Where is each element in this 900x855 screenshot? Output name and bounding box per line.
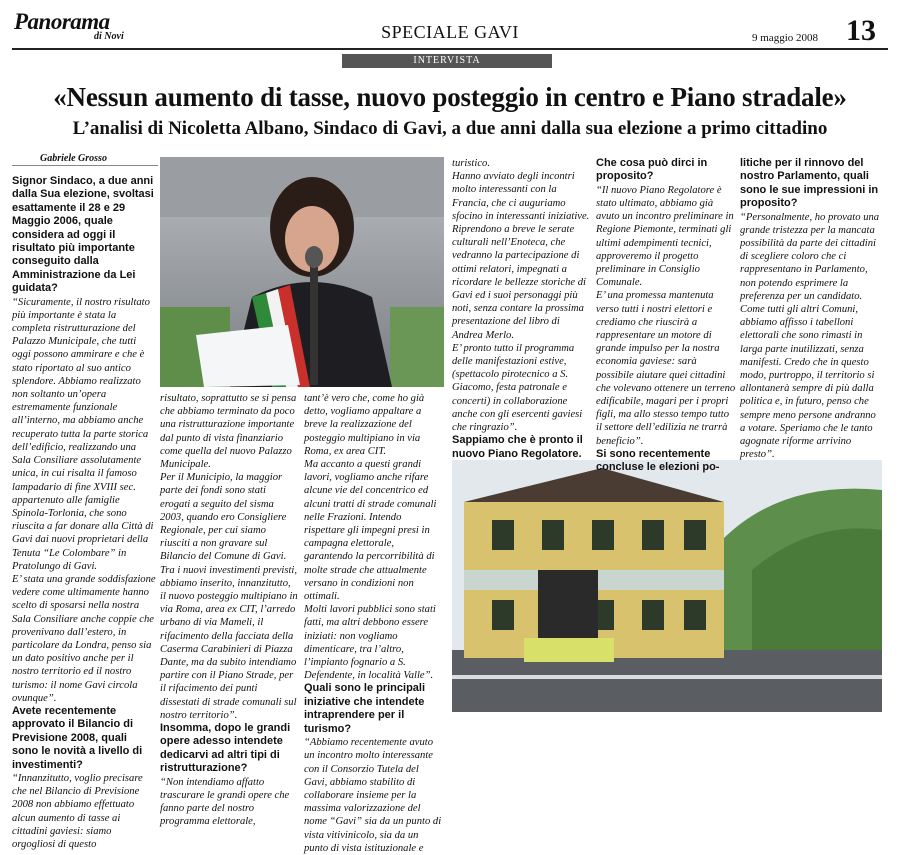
author-byline: Gabriele Grosso bbox=[40, 153, 107, 164]
header-rule bbox=[12, 48, 888, 50]
interview-answer: tant’è vero che, come ho già detto, vogliamo appaltare a breve la realizzazione del posteggio multipiano in via Roma, ex area CIT. bbox=[304, 393, 425, 457]
photo-municipal-building bbox=[452, 460, 882, 712]
interview-answer: E’ una promessa mantenuta verso tutti i nostri elettori e crediamo che riuscirà a rappresentare un motore di grande impulso per la nostra economia gaviese: sarà possibile aiutare quei cittadini che volevano ottenere un terreno edificabile, magari per i propri figli, ma allo stesso tempo tutto il settore dell’edilizia ne trarrà beneficio”. bbox=[596, 290, 736, 447]
interview-answer: E’ pronto tutto il programma delle manifestazioni estive, (spettacolo pirotecnico a S. Giacomo, festa patronale e concerti) in collaborazione anche con gli esercenti gaviesi che ringrazio”. bbox=[452, 342, 583, 434]
interview-question: Che cosa può dirci in proposito? bbox=[596, 157, 708, 183]
interview-answer: Ma accanto a questi grandi lavori, vogliamo anche rifare alcune vie del concentrico ed alcuni tratti di strade comunali nelle Frazioni. Intendo rispettare gli impegni presi in campagna elettorale, garantendo la percorribilità di molte strade che attualmente versano in condizioni non ottimali. bbox=[304, 459, 437, 603]
interview-question: Sappiamo che è pronto il nuovo Piano Regolatore. bbox=[452, 434, 583, 460]
section-title: SPECIALE GAVI bbox=[381, 22, 519, 42]
interview-answer: Molti lavori pubblici sono stati fatti, ma altri debbono essere iniziati: non vogliamo dimenticare, tra l’altro, l’impianto fognario a S. Defendente, in località Valle”. bbox=[304, 604, 436, 682]
interview-answer: “Sicuramente, il nostro risultato più importante è stata la completa ristrutturazione del Palazzo Municipale, che tutti oggi possono ammirare e che è stato riportato al suo antico splendore. Abbiamo realizzato non soltanto un’opera estremamente funzionale all’interno, ma abbiamo anche recuperato tutta la parte storica dell’edificio, realizzando una Sala Consiliare assolutamente unica, in cui risalta il famoso lampadario di fine XVIII sec. appartenuto alle famiglie Spinola-Torlonia, che sono riuscita a far donare alla Città di Gavi dai nuovi proprietari della Tenuta “Le Colombare” in Pratolungo di Gavi. bbox=[12, 296, 154, 572]
issue-date: 9 maggio 2008 bbox=[752, 32, 818, 44]
interview-answer: “Abbiamo recentemente avuto un incontro molto interessante con il Consorzio Tutela del Gavi, abbiamo stabilito di collaborare insieme per la massima valorizzazione del nome “Gavi” sia da un punto di vista vitivinicolo, sia da un punto di vista istituzionale e bbox=[304, 737, 442, 854]
headline: «Nessun aumento di tasse, nuovo posteggio in centro e Piano stradale» bbox=[53, 82, 847, 112]
interview-answer: Hanno avviato degli incontri molto interessanti con la Francia, che ci auguriamo sfocino in interessanti iniziative. bbox=[452, 171, 590, 222]
interview-answer: “Il nuovo Piano Regolatore è stato ultimato, abbiamo già avuto un incontro preliminare in Regione Piemonte, terminati gli ultimi adempimenti tecnici, approveremo il progetto preliminare in Consiglio Comunale. bbox=[596, 184, 734, 289]
article-column-2 bbox=[160, 392, 298, 829]
interview-answer: risultato, soprattutto se si pensa che abbiamo terminato da poco una ristrutturazione importante dal punto di vista finanziario come quella del nuovo Palazzo Municipale. bbox=[160, 393, 297, 471]
interview-answer: Riprendono a breve le serate culturali nell’Enoteca, che vedranno la partecipazione di ottimi relatori, impegnati a ricordare le bellezze storiche di Gavi ed i suoi personaggi più noti, senza contare la prossima presentazione del libro di Andrea Merlo. bbox=[452, 224, 586, 341]
article-column-4 bbox=[452, 157, 592, 461]
interview-answer: “Personalmente, ho provato una grande tristezza per la mancata possibilità da parte dei cittadini di scegliere coloro che ci rappresentano in Parlamento, non potendo esprimere la preferenza per un candidato. Come tutti gli altri Comuni, abbiamo affisso i tabelloni elettorali che sono rimasti in larga parte inutilizzati, senza manifesti. Credo che in questo modo, purtroppo, il territorio si allontanerà sempre di più dalla politica e, in futuro, penso che sempre meno persone andranno a votare. Speriamo che le tanto agognate riforme arrivino presto”. bbox=[740, 211, 880, 461]
page-number: 13 bbox=[846, 14, 876, 47]
article-column-3 bbox=[304, 392, 444, 855]
photo-mayor-speaking bbox=[160, 157, 444, 387]
section-tag: INTERVISTA bbox=[342, 54, 552, 68]
interview-question: Si sono recentemente concluse le elezioni po- bbox=[596, 447, 720, 474]
newspaper-logo: Panorama bbox=[14, 9, 110, 34]
byline-rule bbox=[12, 165, 158, 166]
interview-answer: Tra i nuovi investimenti previsti, abbiamo inserito, innanzitutto, il nuovo posteggio multipiano in via Roma, area ex CIT, l’arredo urbano di via Mameli, il rifacimento della facciata della Caserma Carabinieri di Piazza Dante, ma da subito intendiamo partire con il Piano Strade, per il rifacimento dei punti dissestati di strade comunali sul nostro territorio”. bbox=[160, 564, 298, 721]
subheadline: L’analisi di Nicoletta Albano, Sindaco di Gavi, a due anni dalla sua elezione a primo cittadino bbox=[72, 118, 828, 139]
interview-answer: E’ stata una grande soddisfazione vedere come ultimamente hanno scelto di sposarsi nella nostra Sala Consiliare anche coppie che provenivano dall’estero, in particolare da Londra, penso sia un dato positivo anche per il nostro territorio ed il nostro turismo: il nome Gavi circola ovunque”. bbox=[12, 573, 156, 704]
interview-answer: “Non intendiamo affatto trascurare le grandi opere che fanno parte del nostro programma elettorale, bbox=[160, 776, 290, 828]
interview-answer: “Innanzitutto, voglio precisare che nel Bilancio di Previsione 2008 non abbiamo effettuato alcun aumento di tasse ai cittadini gaviesi: siamo orgogliosi di questo bbox=[12, 772, 143, 850]
interview-question: Signor Sindaco, a due anni dalla Sua elezione, svoltasi esattamente il 28 e 29 Maggio 2006, quale considera ad oggi il risultato più importante conseguito dalla Amministrazione da Lei guidata? bbox=[12, 175, 154, 295]
interview-question: Avete recentemente approvato il Bilancio di Previsione 2008, quali sono le novità a livello di investimenti? bbox=[12, 704, 143, 771]
interview-question: Insomma, dopo le grandi opere adesso intendete dedicarvi ad altri tipi di ristrutturazione? bbox=[160, 722, 291, 775]
article-column-1 bbox=[12, 175, 156, 851]
interview-question: litiche per il rinnovo del nostro Parlamento, quali sono le sue impressioni in proposito? bbox=[740, 157, 879, 210]
interview-answer: Per il Municipio, la maggior parte dei fondi sono stati erogati a seguito del sisma 2003, quando ero Consigliere Regionale, per cui siamo riusciti a non gravare sul Bilancio del Comune di Gavi. bbox=[160, 472, 287, 563]
article-column-5 bbox=[596, 157, 736, 475]
newspaper-logo-sub: di Novi bbox=[94, 31, 124, 42]
interview-question: Quali sono le principali iniziative che intendete intraprendere per il turismo? bbox=[304, 682, 426, 735]
interview-answer: turistico. bbox=[452, 158, 490, 169]
article-column-6 bbox=[740, 157, 882, 461]
